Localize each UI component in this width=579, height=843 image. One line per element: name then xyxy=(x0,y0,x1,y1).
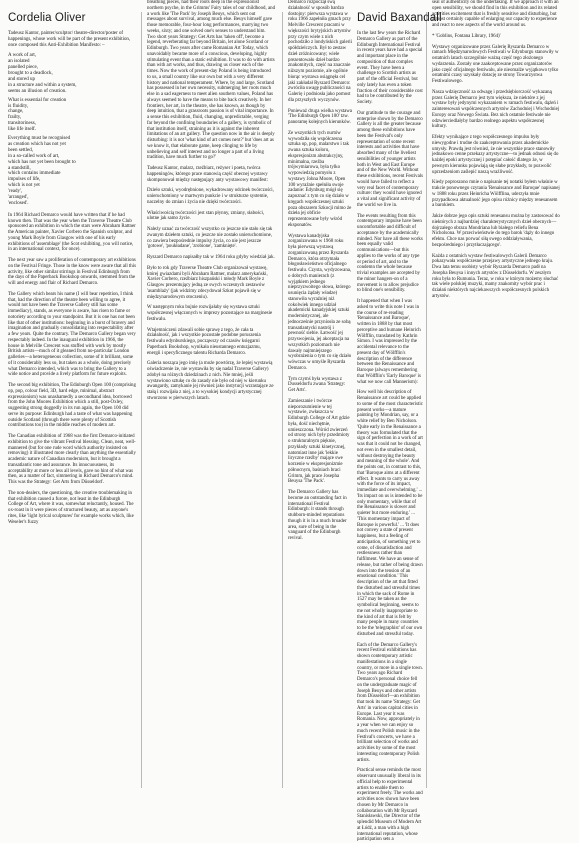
column-3-polish-body xyxy=(288,0,352,485)
paragraph: The events resulting from this contemporary impulse have been uncomfortable and difficult of acceptance by the academically minded. Nor have all these works been equally valid communications—but this applies to the works of any type or period of art, and to the condemn the whole because trivial examples are accepted by the minor hangers-on of a movement is to allow prejudice to blind one's sensibility. xyxy=(357,213,423,294)
poem-line: like life itself. xyxy=(8,127,36,133)
column-3-body xyxy=(288,490,352,542)
column-divider xyxy=(426,12,427,788)
poem-line: Everything must be recognised xyxy=(8,136,71,142)
paragraph: seal of authenticity on the undertaking. If we approach it with an open sensibility, we should find in this exhibition and its related activities excitement that is freshly sensitive and disturbing, but almost certainly capable of enlarging our capacity to experience and react to new aspects of the world around us. xyxy=(432,0,559,28)
column-4-body xyxy=(432,0,560,29)
column-3b-body xyxy=(357,31,423,843)
paragraph: Każda z ostatnich wystaw festiwalowych Galerii Demarco pokazywała współczesne przejawy artystyczne jednego kraju. Dwa lata temu osobisty wybór Ryszarda Demarco padł na Josepha Beuysa i innych artystów z Düsseldorfu. W zeszłym roku była to Rumunia. Teraz, w roku w którym możemy słuchać tak wiele polskiej muzyki, mamy znakomity wybór prac i działań niektórych najciekawszych współczesnych polskich artystów. xyxy=(432,253,559,299)
poem-line: which contains immediate xyxy=(8,171,61,177)
paragraph: Galeria nosząca jego imię (a może powtórzę, że lepiej wystawią oświadczenie że, nie wystawiła by się nadal Traverse Gallery) zdobył na różnych dziedzinach z nich. Nie mniej, jeśli wystawiono sztukę co do zasady nie było od niej w kierunku awangardy, zamykanie jej również jako instytucji wzrastające ze stałą i rozwijała z niej, a to wysokiej kondycji artystycznej stworzono w pierwszych latach. xyxy=(147,361,274,401)
column-divider xyxy=(141,12,142,788)
paragraph: Practical sense reminds the most observant unusually liberal in its official help to experimental artists to enable them to experiment freely. The works and activities now shown have been chosen by Mr Demarco in collaboration with Mr Ryszard Stanisławski, the Director of the splendid Museum of Modern Art at Łódź, a man with a high international reputation, whose participation sets a xyxy=(357,768,423,843)
column-3b xyxy=(357,0,442,843)
column-3 xyxy=(288,0,352,800)
poem-line: in a so-called work of art, xyxy=(8,153,60,159)
poem-line: brought to a deadlock, xyxy=(8,70,53,76)
column-2-polish-body xyxy=(147,166,275,402)
paragraph: In the last few years the Richard Demarco Gallery as part of the Edinburgh International Festival in recent years have had a special and important place in the composition of that complex event. They have been a challenge to Scottish artists as part of the official Festival, but only lately has even a token fraction of their considerable cost had to be contributed by the Society. xyxy=(357,31,423,105)
paragraph: How well his description of Renaissance art could be applied to some of the most characteristic present works—a mature painting by Mondrian, say, or a white relief by Ben Nicholson. 'Quite early in the Renaissance a theory was formulated that the sign of perfection in a work of art was that it could not be changed, not even in the smallest detail, without destroying the beauty and meaning of the whole'. And the points out, in contrast to this, that 'Baroque aims at a different effect. It wants to carry us away with the force of its impact, immediate and overwhelming.' ... 'Its impact on us is intended to be only momentary, while that of the Renaissance is slower and quieter but more enduring.' ... 'This momentary impact of Baroque is powerful.' ... 'It does not convey a state of present happiness, but a feeling of anticipation, of something yet to come, of dissatisfaction and restlessness rather than fulfilment. We have an sense of release, but rather of being drawn down into the tension of an emotional condition.' This description of the art that fitted the disturbed and stressful times in which the sack of Rome in 1527 may be taken as the symbolical beginning, seems to me not wholly inappropriate to the kind of art that is felt by many people in many countries to be the 'telegraphist' of our own disturbed and stressful today. xyxy=(357,390,423,637)
poem-line: change, xyxy=(8,109,24,115)
column-2 xyxy=(147,0,275,800)
column-1 xyxy=(8,0,136,800)
poem-line: is fluidity, xyxy=(8,103,29,109)
poem-line: transitoriness, xyxy=(8,121,36,127)
article-intro: Tadeusz Kantor, painter/sculptor/ theatre-director/poster of happenings, whose work will be part of the present exhibition, once composed this Anti-Exhibition Manifesto: – xyxy=(8,31,131,48)
column-4 xyxy=(432,0,560,800)
column-4-polish-body xyxy=(432,45,560,300)
paragraph: The non-dealers, the questioning, the creative troublemaking in that exhibition caused a furore, not least in the Edinburgh College of Art, where it was, somewhat reluctantly, housed. The ox-roast in it were pieces of structured beauty, art as anyone's rites, like 'light lyrical sculptures' for example works which, like Weseler's fuzzy xyxy=(8,490,134,525)
paragraph: The Demarco Gallery has become an outstanding fact in international Festival Edinburgh: it stands through stubborn-minded reputations though it is in a much broader area, sure of being in the vanguard of the Edinburgh revival. xyxy=(288,490,347,541)
paragraph: The second big exhibition, The Edinburgh Open 100 (comprising op, pop, colour field, 3D, hard edge, minimal, abstract expressionism) was unashamedly a secondhand idea, borrowed from the John Moores Exhibition which a still, post-Oxley, suggesting strong doggedly in its run again, the Open 100 did serve its purpose: Edinburgh had a taste of what was happening outside Scotland (through there were plenty of Scottish contributions too) in the middle reaches of modern art. xyxy=(8,383,136,429)
poem-line: 'arranged', xyxy=(8,195,29,201)
footnote: * 'Goblins, Fontana Library, 1964)' xyxy=(432,33,501,39)
paragraph: Ryszard Demarco napisałby tak w 1964 roku gdyby wiedział jak. xyxy=(147,255,275,260)
poem-line: What is essential for creation xyxy=(8,97,67,103)
poem-line: seems an illusion of creation. xyxy=(8,88,67,94)
paragraph: The next year saw a proliferation of contemporary art exhibitions on the Festival Fringe. Those in the know were aware that all this activity, like other similar stirrings in Festival Edinburgh from the days of the Paperback Bookshop onwards, stemmed from the will and energy and flair of Richard Demarco. xyxy=(8,258,136,287)
paragraph: In 1964 Richard Demarco would have written that if he had known then. That was the year when the Traverse Theatre Club sponsored an exhibition in which the stars were Abraham Rattner the American painter, Xavier Corbero the Spanish sculptor, and young Mark Boyle from Glasgow with one of his early exhibitions of 'assemblage' (the Scot exhibiting, you will notice, in an international context, for once). xyxy=(8,212,136,253)
paragraph: Efekty wynikające z tego współczesnego impulsu były niewygodne i trudne do zaakceptowania przez akademickie umysły. Prawdą jest również, że nie wszystkie prace stanowiły jednakowo cenne przekazy artystyczne—to jednak odnosi się do każdej epoki artystycznej i potępiać całość dlatego że, w pewnym kierunku pojawiają się słabe przykłady, to pozwolić uprzedzeniom zaślepić naszą wrażliwość. xyxy=(432,135,559,175)
paragraph: Tadeusz Kantor, malarz, rzeźbiarz, reżyser i poeta, twórca happeningów, którego prace stanowią część obecnej wystawy skomponował między następujący anty wystawowy manifest: xyxy=(147,166,269,183)
paragraph: Wystawy organizowane przez Galerię Ryszarda Demarco w ramach Międzynarodowych Festiwali w Edynburgu stanowiły w ostatnich latach szczególnie ważną część tego złożonego wydarzenia. Zostały one zaakceptowane przez organizatorów jako część oficjalnego festiwalu, ale nieomalże wyjątkowo tylko ostatnimi czasy uzyskały dotację ze strony Towarzystwa Festiwalowego. xyxy=(432,44,559,84)
poem-line: a standstill, xyxy=(8,165,31,171)
poem-line: an isolated xyxy=(8,59,30,65)
paragraph: Tym czymś była wystawa z Dusseldorfu zwana 'Strategy: Get Arts'. xyxy=(288,376,346,393)
article-author-heading: Cordelia Oliver xyxy=(8,12,86,24)
poem-line: and stored up xyxy=(8,76,35,82)
poem-line: 'enclosed'. xyxy=(8,201,29,206)
poem-line: which is not yet xyxy=(8,183,40,189)
paragraph: It happened that when I was asked to write this note I was in the course of re-reading 'Renaissance and Baroque', written in 1888 by that most perceptive and humane Heinrich Wölfflin, translated by Kathrin Simon. I was impressed by the accidental relevance to the present day of Wölfflin's description of the difference between the Renaissance and Baroque (always remembering that Wölfflin's 'Early Baroque' is what we now call Mannerism): xyxy=(357,299,421,385)
poem-line: A work of art, xyxy=(8,53,37,59)
paragraph: Było to rok gdy Traverse Theatre Club organizował wystawę, której gwiazdami byli Abraham Rattner, malarz amerykański, Xavier Corbero, rzeźbiarz hiszpański i młody Mark Boyle z Glasgow prezentujący jedną ze swych wczesnych zestawów 'asamblaży' (jak widzimy zdecydował Szkot pojawił się w międzynarodowym otoczeniu). xyxy=(147,265,268,300)
paragraph: Kiedy poproszono mnie o napisanie tej notatki byłem właśnie w trakcie ponownego czytania 'Renaissance and Baroque' napisanej w 1888 roku przez Heinricha Wölfflina, uderzyła mnie przypadkowa aktualność jego opisu różnicy między renesansem a barokiem. xyxy=(432,180,560,209)
poem-line: panelled piece, xyxy=(8,65,38,71)
paragraph: Nasza wdzięczność za odwagę i przedsiębiorczość wykazaną przez Galerię Demarco jest tym większa, że niektóre z jej wystaw były jedynymi wykazaniem w ramach festiwalu, dążeń i zainteresowań współczesnych artystów Zachodniej i Wschodniej Europy oraz Nowego Świata. Bez nich ostatnie festiwale nie odzwierciedlałyby bardzo realnego aspektu współczesnej kultury. xyxy=(432,89,560,130)
manifesto-poem xyxy=(8,53,136,207)
article-author-heading: David Baxandall xyxy=(357,12,442,24)
paragraph: Zamieszanie i twórcze nieporozumienie w tej wystawie, zwłaszcza w Edinburgh College of Art gdzie była, dość niechętnie, umieszczona. Wśród zwierzeń od strony nich były przedmioty o strukturalnym pięknie, przykłady sztuki kinetycznej, natomiast inne jak 'lekkie liryczne rzeźby' mające swe korzenie w ekspresjonizmie północnym, baśniach braci Grimm, jak prace Josepha Beuysa 'The Pack'. xyxy=(288,398,350,485)
paragraph: Jakże dobrze jego opis sztuki renesansu można by zastosować do niektórych z najbardziej charakterystycznych dzieł obecnych—dojrzałego obrazu Mondriana lub białego reliefu Bena Nicholsona. W przeciwieństwie do tego barok 'dąży do innego efektu. Chce nas porwać siłą swego oddziaływania, bezpośredniego i przytłaczającego'. xyxy=(432,214,560,248)
column-divider xyxy=(282,12,283,788)
poem-line: impulses of life, xyxy=(8,177,41,183)
column-1-body xyxy=(8,213,136,526)
poem-line: 'ready', xyxy=(8,189,23,195)
poem-line: been settled, xyxy=(8,147,33,153)
column-2-body xyxy=(147,0,275,161)
paragraph: Dzieło sztuki, wyodrębnione, wykadrowany odcinek twórczości, unieruchomiony w martwym punkcie i w strukturze systemie, naczelny do zmian i życia nie dzięki twórczości. xyxy=(147,188,274,205)
poem-line: in a structure and within a system, xyxy=(8,82,77,88)
paragraph: Wtajemniczeni zdawali sobie sprawę z tego, że cała ta działalność, jak i wszystkie pozostałe podobne poruszenia festiwalu edynburskiego, począwszy od czasów księgarni Paperback Bookshop, wynikała nieustannego entuzjazmu, energii i specyficznego talentu Richarda Demarco. xyxy=(147,327,261,356)
paragraph: Wystawa kanadyjska zorganizowana w 1968 roku była pierwszą wystawą zorganizowaną przez Ryszarda Demarco, która otrzymała błogosławieństwo oficjalnego festiwalu. Czysta, wydyzowana, o dobrych manierach (z wyjątkiem jednego nieprzyzwoitego słowa, którego usunięcia żądały władze) stanowiła wyraźniej niż cokolwiek innego udział akademicki kanadyjskiej sztuki modernistycznej, ale jednocześnie przyniosła ze sobą transatlantycki nastrój i pewność siebie. Łatwość jej przyswojenia, jej akceptacja na wszystkich poziomach nie dawały najmniejszego wyobrażenia o tym co się działo wówczas w umyśle Ryszarda Demarco. xyxy=(288,233,352,371)
paragraph: The Canadian exhibition of 1968 was the first Demarco-initiated exhibition to give the vibrant Festival blessing. Clean, neat, well-mannered (but for one rude word which authority insisted on removing) it illustrated more clearly than anything the essentially academic nature of Canadian modernism, but it brought a transatlantic tone and assurance. Its innocuousness, its acceptability at more or less all levels, gave no hint of what was then, as a matter of fact, simmering in Richard Demarco's mind. This was the Strategy: Get Arts from Düsseldorf. xyxy=(8,434,136,486)
poem-line: as creation which has not yet xyxy=(8,141,66,147)
poem-line: which has not yet been brought to xyxy=(8,159,76,165)
paragraph: Each of the Demarco Gallery's recent Festival exhibitions has shown contemporary artistic manifestations in a single country, or more in a single town. Two years ago Richard Demarco's personal choice fell on the undergraduate magic of Joseph Beuys and other artists from Düsseldorf—an exhibition that took its name 'Strategy: Get Arts' in various capital cities in Europe. Last year it was Romania. Now, appropriately in a year when we can enjoy so much recent Polish music in the Festival's concerts, we have a brilliant selection of works and activities by some of the most interesting contemporary Polish artists. xyxy=(357,642,423,763)
paragraph: breathing pieces, had their roots deep in the expressionist northern psyche, in the Grimms' Fairy tales of our childhood, and a work like 'The Pack' by Joseph Beuys, which sent out messages about survival, among much else. Beuys himself gave those memorable, four-hour long performances, marrying two weeks, sixty; and one solved one's senses to understand him. Two short years Strategy: Get Arts has 'taken off', become a legend, reverberating far beyond Britain, let alone Scotland or Edinburgh. Two years after came Romanian Art Today, which unavoidably became more of a conscious, developing, highly stimulating event than a static exhibition. It was to do with artists than with art works, and thus, drawing us closer each of the times. Now the work of present-day Poland is being introduced to us, a small country like our own but with a very different history and national temperament. Where, by and large, Scotland has possessed in her own necessity, submerging her roots much else in a sad eagerness to meet alien southern values, Poland has always seemed to have the means to bite back creatively. In her frontiers, her art, in the theatre, she has known, as though by deep intuition, that a grassroots passion is of vital importance. In a sense this exhibition, fluid, changing, unpredictable, verging far beyond the confining boundaries of a gallery, is symbolic of that institution itself, straining as it is against the inherent limitations of an art gallery. The question now in the air is deeply disturbing: it is not 'what kind of art comes next?' but 'does art as we know it, that elaborate game, keep clinging to life by unbelieving and self interest and no longer a part of a living tradition, have much further to go?' xyxy=(147,0,276,161)
paragraph: Demarco rozpoczął swą działalność w sposób bardzo dostojny: pierwsza wystawa w roku 1966 zapełniła gmach przy Melville Crescent pracami w większości brytyjskich artystów przy czym wiele z nich pochodziło z londyńskich galerii spółdzielczych. Był to zestaw dzieł zróżnicowany; wiele prezentowało dzieł bardzo znakomitych, część na znacznie niższym poziomie, ale ogólnie biorąc wystawa osiągnęła cel jaki zakładał Ryszard Demarco: zwróciła uwagę publiczności na Galerię i podniosła jako pomost dla przyszłych wyczynów. xyxy=(288,0,352,103)
paragraph: Właściwością twórczości jest stan płynny, zmiany, słabości, ulotne jak samo życie. xyxy=(147,210,265,222)
paragraph: Należy uznać za twórczość wszystko co jeszcze nie stało się tak zwanym dziełem sztuki, co jeszcze nie zostało unieruchomione, co zawiera bezpośrednie impulsy życia, co nie jest jeszcze 'gotowe', 'poukładane', 'zrobione', 'zamknięte'. xyxy=(147,227,273,250)
paragraph: Ponieważ druga wielka wystawa 'The Edinburgh Open 100' tzw. panoramę kolejnych kierunków. xyxy=(288,108,352,125)
paragraph: W następnym roku bujnie rozwijałaby się wystawa sztuki współczesnej włączonych w imprezy pozostające na marginesie festiwalu. xyxy=(147,305,273,322)
paragraph: The Gallery which bears his name (I will bear repetition, I think that, had the direction of the theatre been willing to agree, it would not have been the Traverse Gallery still has some immediacy), stands, as everyone is aware, has risen to fame or notoriety according to your standpoint. But it is one has not been like that of other institutions: beginning in a burst of bravery and imagination and gradually consolidating into respectability after a few years. Quite the contrary. The Demarco Gallery began very respectably indeed. In the inaugural exhibition in 1966, the house in Melville Crescent was stuffed with work by mostly British artists—much of it gleaned from no-particular London galleries—a heterogeneous collection, some of it brilliant, some of it considerably less so, but taken as a whole, doing precisely what Demarco intended, which was to bring the Gallery to a wide notice and provide a lively platform for future exploits. xyxy=(8,291,136,378)
paragraph: Our gratitude to the courage and enterprise shown by the Demarco Gallery is all the greater because among these exhibitions have been the Festival's only representation of some recent interests and activities that have absorbed many of the liveliest sensibilities of younger artists both in West and East Europe and of the New World. Without these exhibitions, recent Festivals would have failed to reflect a very real facet of contemporary culture: they would have ignored a vital and significant activity of the world we live in. xyxy=(357,110,424,208)
poem-line: frailty, xyxy=(8,115,22,121)
paragraph: Ze wszystkich tych nurtów wywodziła się współczesna sztuka op, pop, malarstwo i tak zwana sztuka koloru, ekspresjonizm abstrakcyjny, minimalna, rzeźba trójwymiarowa, była tylko wypowiedzią pomysłu z wystawy Johna Moore, Open 100 wyraźnie spełniła swoje zadanie: Edynburg mógł się zapoznać z tym co się działo w kręgach współczesnej sztuki poza obszarem Szkocji mimo że dzieła jej obficie reprezentowane były wśród eksponatów. xyxy=(288,130,352,228)
